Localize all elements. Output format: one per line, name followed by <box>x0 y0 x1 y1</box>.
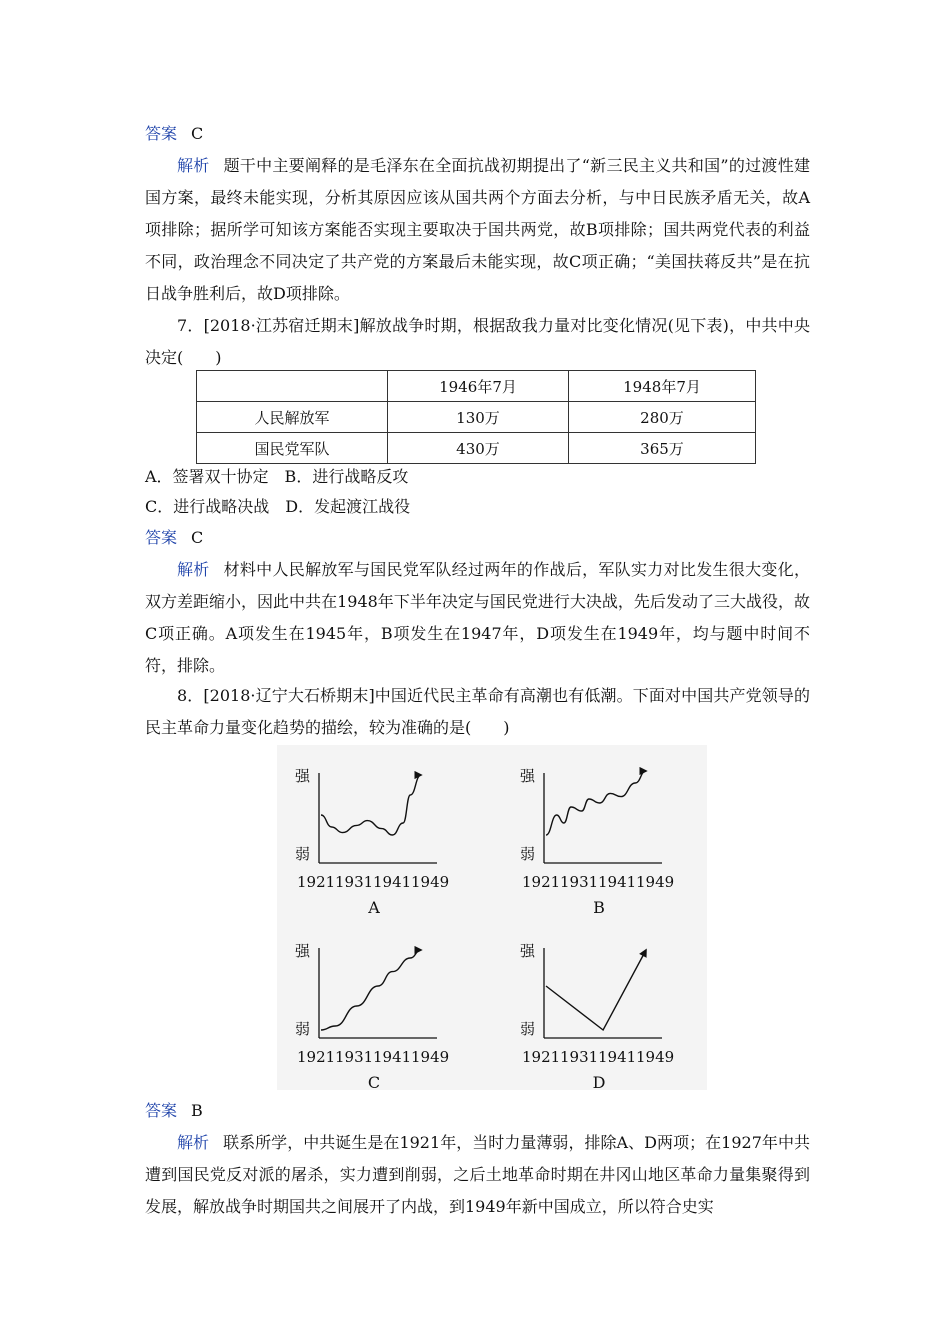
table-cell: 人民解放军 <box>197 402 388 433</box>
y-label-weak: 弱 <box>295 845 311 863</box>
x-tick-label: 1949 <box>636 873 675 891</box>
series-line <box>321 775 421 835</box>
q7-options-1: A．签署双十协定 B．进行战略反攻 <box>145 467 409 486</box>
table-cell <box>197 371 388 402</box>
q7-table <box>196 370 756 464</box>
x-tick-label: 1921 <box>297 1048 336 1066</box>
table-row <box>197 433 756 464</box>
y-label-weak: 弱 <box>520 1020 536 1038</box>
q7-options-2: C．进行战略决战 D．发起渡江战役 <box>145 497 411 516</box>
q6-answer-value: C <box>191 124 204 143</box>
table-cell: 国民党军队 <box>197 433 388 464</box>
table-row <box>197 371 756 402</box>
q8-figure <box>277 745 707 1090</box>
y-label-weak: 弱 <box>520 845 536 863</box>
x-tick-label: 1949 <box>636 1048 675 1066</box>
y-label-strong: 强 <box>520 767 536 785</box>
q8-answer-line <box>145 1095 810 1127</box>
chart-caption: C <box>367 1073 381 1090</box>
q7-analysis-label: 解析 <box>177 560 210 579</box>
table-cell: 130万 <box>388 402 569 433</box>
q6-answer-line <box>145 118 810 150</box>
x-tick-label: 1941 <box>373 873 412 891</box>
q8-answer-label: 答案 <box>145 1101 178 1120</box>
x-tick-label: 1931 <box>560 1048 599 1066</box>
q8-charts-svg <box>277 745 707 1090</box>
table-cell: 1948年7月 <box>569 371 756 402</box>
q6-analysis <box>145 150 810 310</box>
q8-analysis-label: 解析 <box>177 1133 210 1152</box>
x-tick-label: 1931 <box>335 873 374 891</box>
q7-answer-value: C <box>191 528 204 547</box>
q7-stem: 7．[2018·江苏宿迁期末]解放战争时期，根据敌我力量对比变化情况(见下表)，中共中央决定( ) <box>145 316 810 367</box>
y-label-strong: 强 <box>520 942 536 960</box>
x-tick-label: 1921 <box>522 1048 561 1066</box>
q8-answer-value: B <box>191 1101 203 1120</box>
x-tick-label: 1941 <box>598 873 637 891</box>
x-tick-label: 1949 <box>411 873 450 891</box>
x-tick-label: 1921 <box>522 873 561 891</box>
x-tick-label: 1931 <box>560 873 599 891</box>
y-label-strong: 强 <box>295 767 311 785</box>
table-row <box>197 402 756 433</box>
q7-answer-line <box>145 522 810 554</box>
chart-caption: D <box>592 1073 606 1090</box>
chart-caption: A <box>368 898 380 917</box>
x-tick-label: 1921 <box>297 873 336 891</box>
table-cell: 365万 <box>569 433 756 464</box>
table-cell: 430万 <box>388 433 569 464</box>
y-label-strong: 强 <box>295 942 311 960</box>
q6-answer-label: 答案 <box>145 124 178 143</box>
x-tick-label: 1931 <box>335 1048 374 1066</box>
q7-analysis <box>145 554 810 682</box>
q7-analysis-text: 材料中人民解放军与国民党军队经过两年的作战后，军队实力对比发生很大变化，双方差距缩小，因此中共在1948年下半年决定与国民党进行大决战，先后发动了三大战役，故C项正确。A项发生在1945年，B项发生在1947年，D项发生在1949年，均与题中时间不符，排除。 <box>145 560 810 675</box>
table-cell: 280万 <box>569 402 756 433</box>
q6-analysis-label: 解析 <box>177 156 210 175</box>
series-line <box>546 950 646 1030</box>
chart-caption: B <box>593 898 605 917</box>
q6-analysis-text: 题干中主要阐释的是毛泽东在全面抗战初期提出了“新三民主义共和国”的过渡性建国方案，最终未能实现，分析其原因应该从国共两个方面去分析，与中日民族矛盾无关，故A项排除；据所学可知该方案能否实现主要取决于国共两党，故B项排除；国共两党代表的利益不同，政治理念不同决定了共产党的方案最后未能实现，故C项正确；“美国扶蒋反共”是在抗日战争胜利后，故D项排除。 <box>145 156 810 303</box>
q8-analysis-text: 联系所学，中共诞生是在1921年，当时力量薄弱，排除A、D两项；在1927年中共遭到国民党反对派的屠杀，实力遭到削弱，之后土地革命时期在井冈山地区革命力量集聚得到发展，解放战争时期国共之间展开了内战，到1949年新中国成立，所以符合史实 <box>145 1133 810 1216</box>
q7-answer-label: 答案 <box>145 528 178 547</box>
series-line <box>321 950 421 1030</box>
x-tick-label: 1941 <box>598 1048 637 1066</box>
series-line <box>546 771 646 835</box>
q8-stem: 8．[2018·辽宁大石桥期末]中国近代民主革命有高潮也有低潮。下面对中国共产党领导的民主革命力量变化趋势的描绘，较为准确的是( ) <box>145 686 810 737</box>
q8-analysis <box>145 1127 810 1223</box>
y-label-weak: 弱 <box>295 1020 311 1038</box>
x-tick-label: 1949 <box>411 1048 450 1066</box>
table-cell: 1946年7月 <box>388 371 569 402</box>
x-tick-label: 1941 <box>373 1048 412 1066</box>
